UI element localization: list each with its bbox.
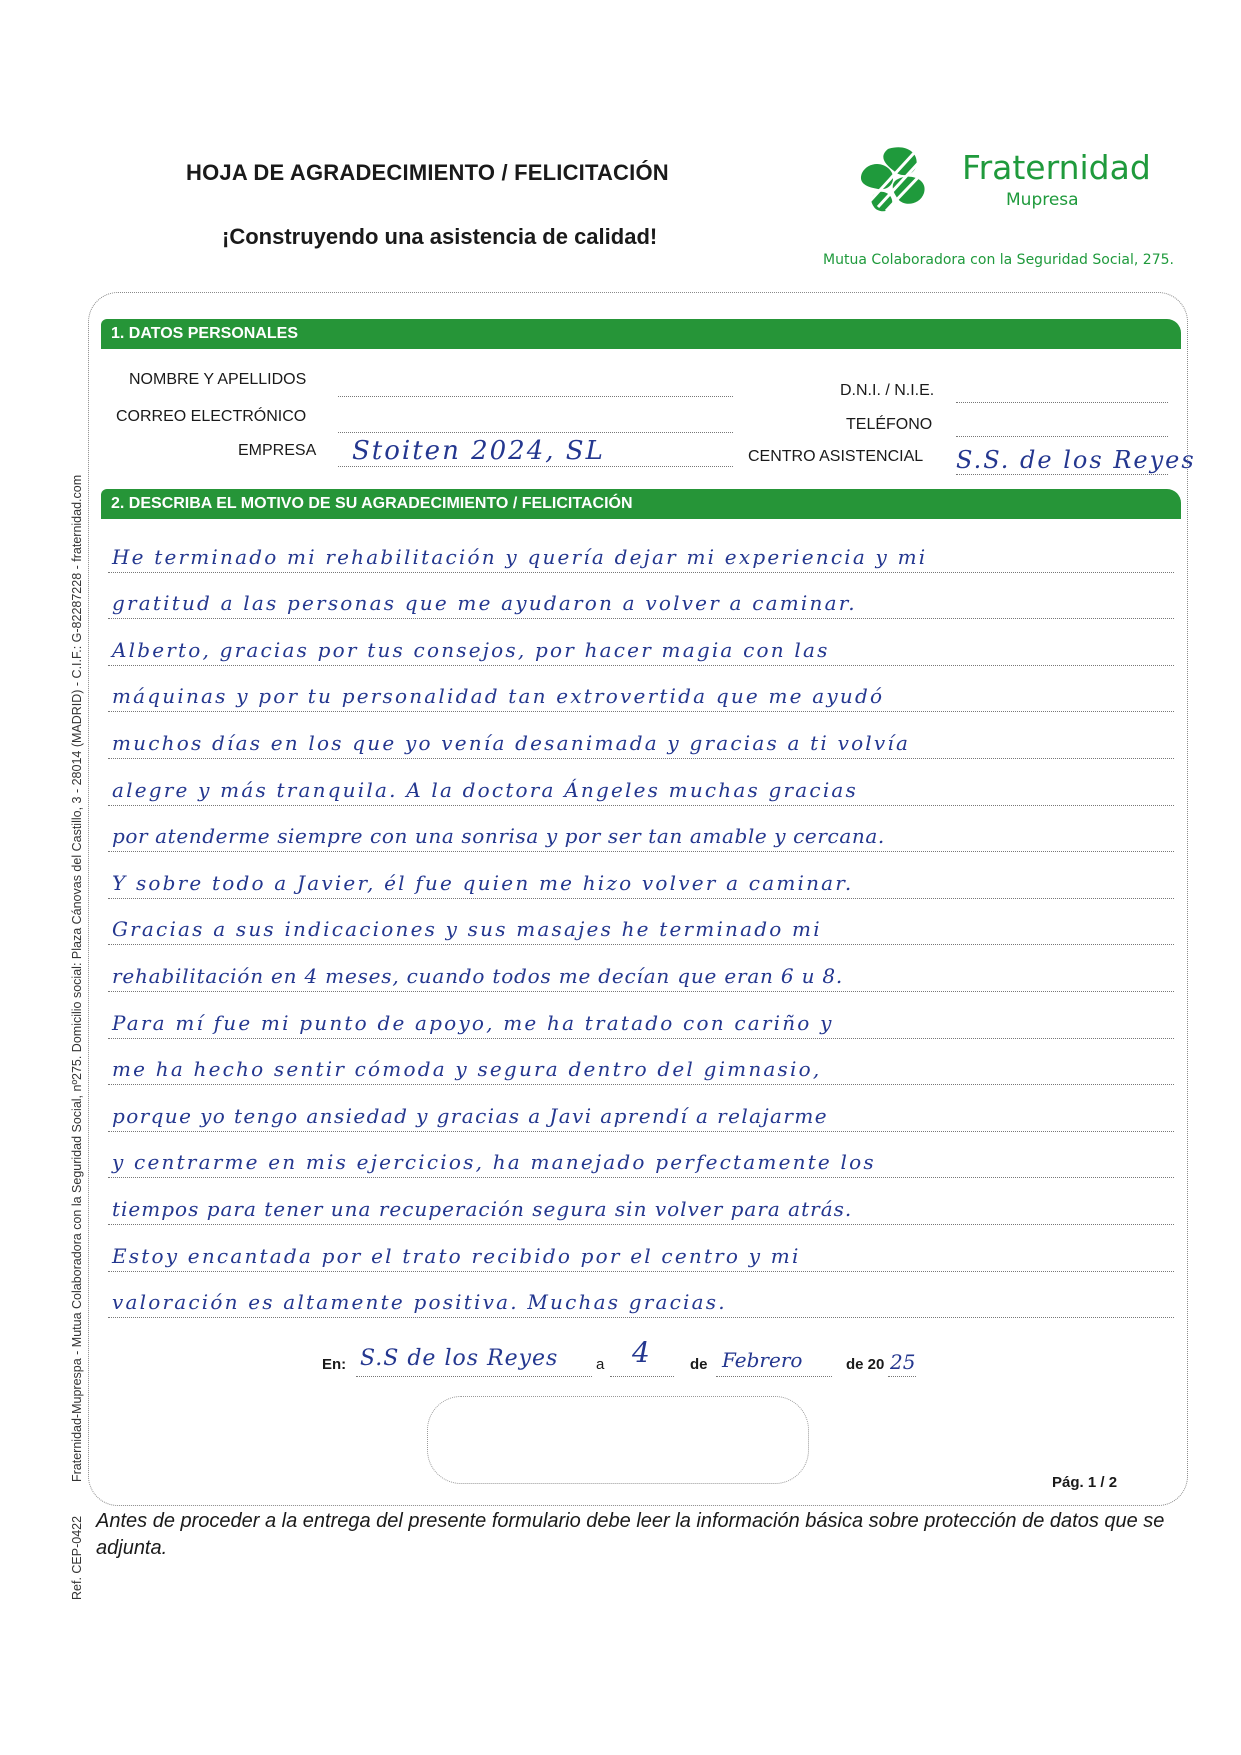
field-day[interactable] [610, 1376, 674, 1377]
message-line: He terminado mi rehabilitación y quería dejar mi experiencia y mi [108, 526, 1174, 573]
field-correo[interactable] [338, 432, 733, 433]
message-line: Para mí fue mi punto de apoyo, me ha tratado con cariño y [108, 992, 1174, 1039]
field-telefono[interactable] [956, 436, 1168, 437]
page-number: Pág. 1 / 2 [1052, 1474, 1118, 1491]
label-de: de [690, 1356, 708, 1373]
message-line: valoración es altamente positiva. Muchas gracias. [108, 1272, 1174, 1319]
label-en: En: [322, 1356, 347, 1373]
message-line: Y sobre todo a Javier, él fue quien me hizo volver a caminar. [108, 852, 1174, 899]
message-line: gratitud a las personas que me ayudaron a volver a caminar. [108, 573, 1174, 620]
label-nombre: NOMBRE Y APELLIDOS [129, 371, 307, 388]
field-centro[interactable] [956, 474, 1168, 475]
value-place: S.S de los Reyes [360, 1346, 559, 1371]
signature-box[interactable] [427, 1396, 809, 1484]
label-centro: CENTRO ASISTENCIAL [748, 448, 924, 465]
logo-name: Fraternidad [962, 148, 1151, 187]
label-dni: D.N.I. / N.I.E. [840, 382, 935, 399]
field-dni[interactable] [956, 402, 1168, 403]
field-place[interactable] [356, 1376, 592, 1377]
data-protection-notice: Antes de proceder a la entrega del presente formulario debe leer la información básica sobre protección de datos que se adjunta. [96, 1510, 1165, 1559]
message-line: me ha hecho sentir cómoda y segura dentro del gimnasio, [108, 1039, 1174, 1086]
label-empresa: EMPRESA [238, 442, 317, 459]
section-reason-heading: 2. DESCRIBA EL MOTIVO DE SU AGRADECIMIENTO / FELICITACIÓN [101, 489, 1181, 519]
field-year[interactable] [888, 1376, 916, 1377]
label-year: de 20 [846, 1356, 885, 1373]
section-personal-data-heading: 1. DATOS PERSONALES [101, 319, 1181, 349]
field-month[interactable] [716, 1376, 832, 1377]
form-subtitle: ¡Construyendo una asistencia de calidad! [222, 224, 658, 249]
message-line: alegre y más tranquila. A la doctora Ángeles muchas gracias [108, 759, 1174, 806]
value-month: Febrero [722, 1348, 803, 1372]
logo-sub: Mupresa [1006, 190, 1079, 210]
handwritten-message[interactable] [108, 526, 1174, 1318]
message-line: muchos días en los que yo venía desanimada y gracias a ti volvía [108, 712, 1174, 759]
message-line: Estoy encantada por el trato recibido por el centro y mi [108, 1225, 1174, 1272]
message-line: por atenderme siempre con una sonrisa y por ser tan amable y cercana. [108, 806, 1174, 853]
label-correo: CORREO ELECTRÓNICO [116, 408, 307, 425]
mutua-line: Mutua Colaboradora con la Seguridad Social, 275. [823, 252, 1174, 268]
ref-code: Ref. CEP-0422 [70, 1515, 84, 1600]
field-empresa[interactable] [338, 466, 733, 467]
value-empresa: Stoiten 2024, SL [352, 436, 605, 466]
form-title: HOJA DE AGRADECIMIENTO / FELICITACIÓN [186, 160, 669, 185]
message-line: rehabilitación en 4 meses, cuando todos me decían que eran 6 u 8. [108, 945, 1174, 992]
field-nombre[interactable] [338, 396, 733, 397]
side-legal-text: Fraternidad-Muprespa - Mutua Colaboradora con la Seguridad Social, nº275. Domicilio social: Plaza Cánovas del Castillo, 3 - 28014 (MADRID) - C.I.F.: G-82287228 - fraternidad.com [70, 474, 84, 1482]
message-line: Gracias a sus indicaciones y sus masajes he terminado mi [108, 899, 1174, 946]
message-line: porque yo tengo ansiedad y gracias a Javi aprendí a relajarme [108, 1085, 1174, 1132]
value-day: 4 [632, 1336, 650, 1369]
message-line: máquinas y por tu personalidad tan extrovertida que me ayudó [108, 666, 1174, 713]
message-line: Alberto, gracias por tus consejos, por hacer magia con las [108, 619, 1174, 666]
label-a: a [596, 1356, 605, 1373]
value-centro: S.S. de los Reyes [956, 446, 1196, 474]
label-telefono: TELÉFONO [846, 416, 933, 433]
value-year: 25 [890, 1350, 916, 1374]
message-line: tiempos para tener una recuperación segura sin volver para atrás. [108, 1178, 1174, 1225]
message-line: y centrarme en mis ejercicios, ha manejado perfectamente los [108, 1132, 1174, 1179]
